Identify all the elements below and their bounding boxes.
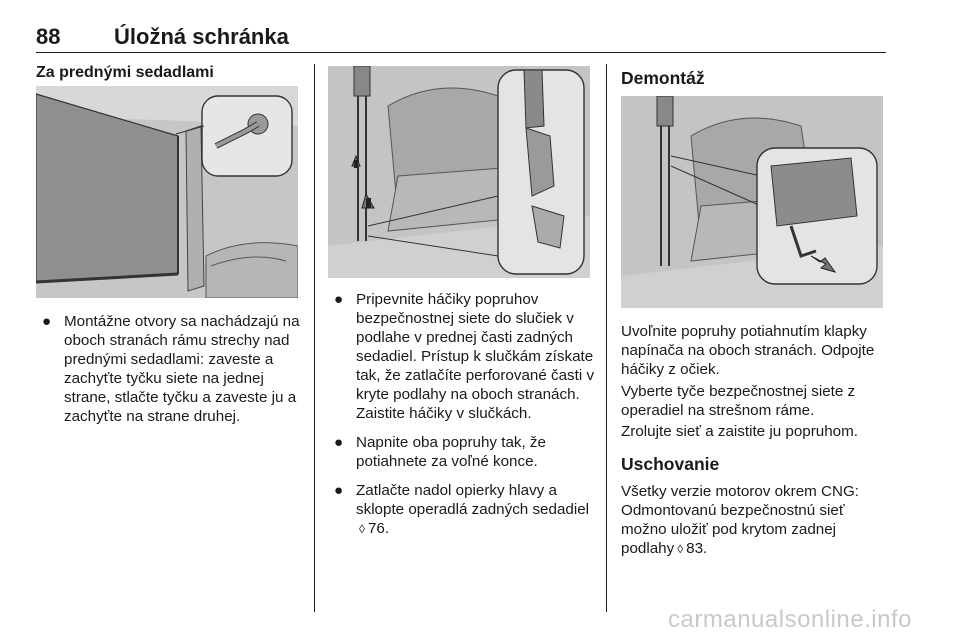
list-item: [328, 290, 596, 423]
page-header: [36, 22, 886, 53]
list-item: [36, 312, 301, 426]
middle-instruction-list: [328, 290, 596, 549]
column-divider-left: [314, 64, 315, 612]
paragraph-storage: [621, 482, 889, 559]
list-item: [328, 433, 596, 471]
page-reference-link[interactable]: 76.: [367, 520, 390, 537]
figure-removal: [621, 96, 883, 308]
figure-net-mounting: [36, 86, 298, 298]
left-instruction-list: [36, 312, 301, 436]
left-column-heading: Za prednými sedadlami: [36, 64, 214, 81]
list-item-text: Napnite oba popruhy tak, že potiahnete za voľné konce.: [356, 434, 546, 470]
page-reference-icon: ◊: [359, 522, 365, 536]
page-reference-icon: ◊: [677, 542, 684, 556]
bullet-icon: ●: [334, 291, 344, 308]
bullet-icon: ●: [334, 434, 344, 451]
list-item-text: Zatlačte nadol opierky hlavy a sklopte operadlá zadných sedadiel: [356, 482, 590, 518]
paragraph-release-straps: Uvoľnite popruhy potiahnutím klapky napínača na oboch stranách. Odpojte háčiky z očiek.: [621, 323, 875, 378]
section-title-removal: Demontáž: [621, 68, 705, 88]
paragraph-roll-net: Zrolujte sieť a zaistite ju popruhom.: [621, 423, 858, 440]
page-reference-link[interactable]: 83.: [686, 540, 708, 557]
paragraph-remove-bars: Vyberte tyče bezpečnostnej siete z operadiel na strešnom ráme.: [621, 383, 856, 419]
figure-strap-hooks: [328, 66, 590, 278]
list-item-text: Pripevnite háčiky popruhov bezpečnostnej siete do slučiek v podlahe v prednej časti zadných sedadiel. Prístup k slučkám získate tak, že zatlačíte perforované časti v kryte podlahy na oboch stranách. Zaistite háčiky v slučkách.: [356, 291, 595, 422]
storage-text: Všetky verzie motorov okrem CNG: Odmontovanú bezpečnostnú sieť možno uložiť pod krytom zadnej podlahy: [621, 483, 859, 557]
section-title-storage: Uschovanie: [621, 454, 720, 474]
chapter-title: Úložná schránka: [114, 24, 289, 49]
column-divider-right: [606, 64, 607, 612]
bullet-icon: ●: [334, 482, 344, 499]
watermark: carmanualsonline.info: [668, 606, 912, 633]
page-number: 88: [36, 24, 61, 49]
list-item-text: Montážne otvory sa nachádzajú na oboch stranách rámu strechy nad prednými sedadlami: zaveste a zachyťte tyčku siete na jednej strane, stlačte tyčku a zaveste ju a zachyťte na strane druhej.: [64, 313, 300, 425]
list-item: [328, 481, 596, 539]
bullet-icon: ●: [42, 313, 52, 330]
